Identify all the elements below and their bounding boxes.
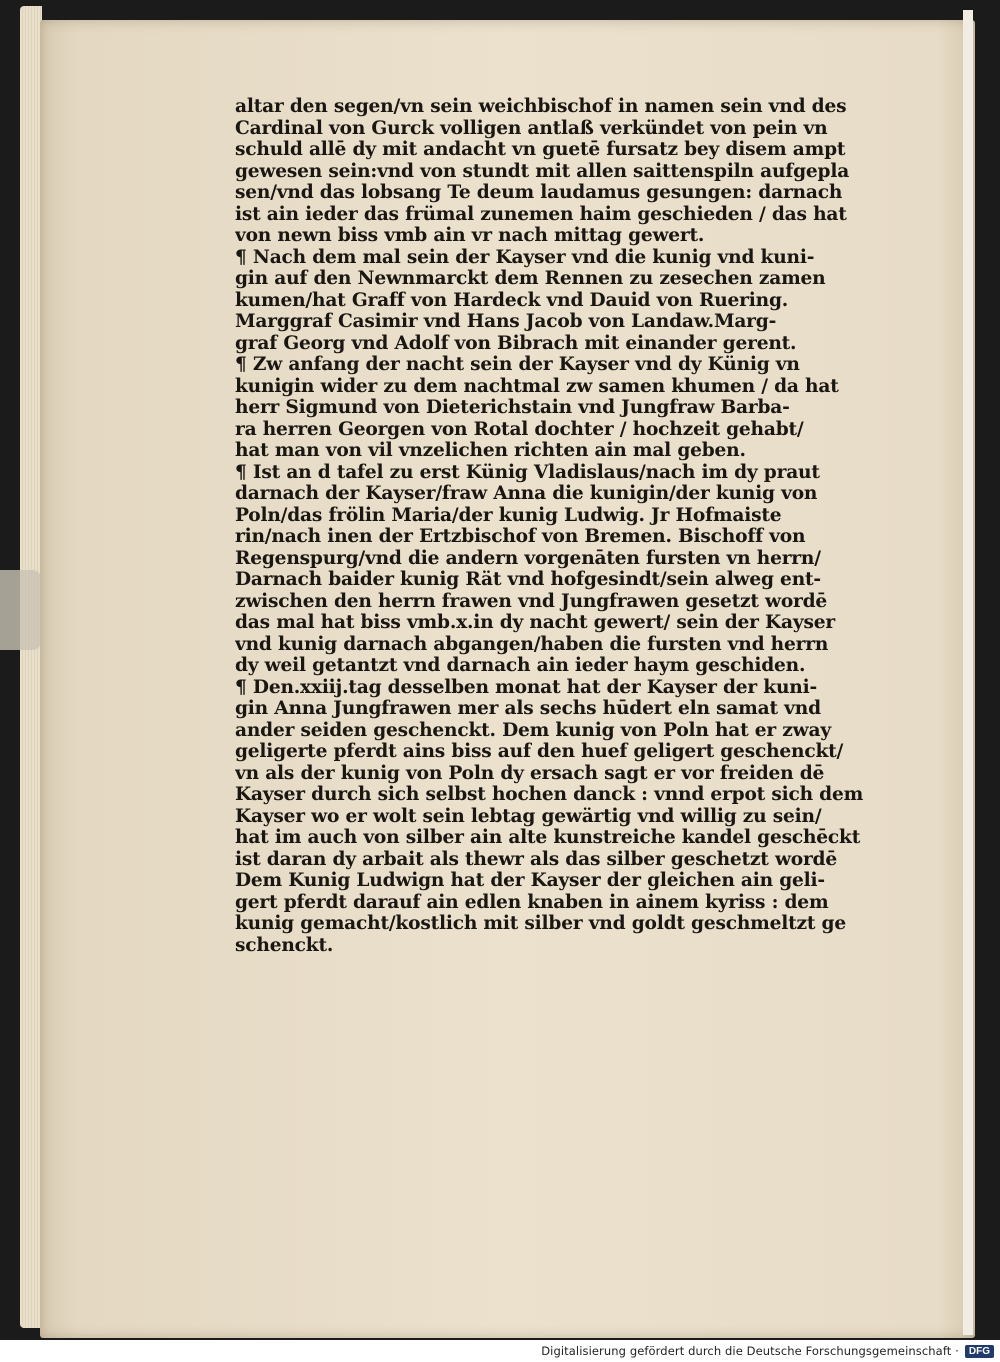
text-line: zwischen den herrn frawen vnd Jungfrawen gesetzt wordē [235,590,828,612]
text-line: gin auf den Newnmarckt dem Rennen zu zesechen zamen [235,268,826,289]
text-line: graf Georg vnd Adolf von Bibrach mit einander gerent. [235,332,797,354]
text-line: Cardinal von Gurck volligen antlaß verkündet von pein vn [235,117,828,139]
text-line: sen/vnd das lobsang Te deum laudamus gesungen: darnach [235,182,843,203]
text-line: von newn biss vmb ain vr nach mittag gewert. [235,225,705,246]
text-line: ¶ Ist an d tafel zu erst Künig Vladislaus/nach im dy praut [235,461,820,483]
text-line: darnach der Kayser/fraw Anna die kunigin/der kunig von [235,483,818,504]
text-line: ra herren Georgen von Rotal dochter / hochzeit gehabt/ [235,418,804,440]
text-line: Kayser durch sich selbst hochen danck : vnnd erpot sich dem [235,784,864,805]
text-line: das mal hat biss vmb.x.in dy nacht gewert/ sein der Kayser [235,612,835,633]
text-line: geligerte pferdt ains biss auf den huef geligert geschenckt/ [235,741,844,762]
text-line: rin/nach inen der Ertzbischof von Bremen. Bischoff von [235,526,806,547]
book-page [40,20,975,1338]
text-line: gewesen sein:vnd von stundt mit allen saittenspiln aufgepla [235,160,850,182]
text-line: ¶ Den.xxiij.tag desselben monat hat der Kayser der kuni- [235,676,817,698]
dfg-logo: DFG [965,1345,994,1358]
text-line: vnd kunig darnach abgangen/haben die fursten vnd herrn [235,633,829,655]
text-line: ist ain ieder das frümal zunemen haim geschieden / das hat [235,203,847,225]
text-line: dy weil getantzt vnd darnach ain ieder haym geschiden. [235,655,806,676]
text-line: schuld allē dy mit andacht vn guetē fursatz bey disem ampt [235,139,846,160]
text-line: Regenspurg/vnd die andern vorgenāten fursten vn herrn/ [235,547,821,569]
text-line: schenckt. [235,934,334,956]
footer-credit: Digitalisierung gefördert durch die Deutsche Forschungsgemeinschaft · [541,1344,959,1358]
text-line: Kayser wo er wolt sein lebtag gewärtig vnd willig zu sein/ [235,805,822,827]
text-line: kunig gemacht/kostlich mit silber vnd goldt geschmeltzt ge [235,913,846,934]
text-line: ¶ Nach dem mal sein der Kayser vnd die kunig vnd kuni- [235,246,815,268]
text-line: ist daran dy arbait als thewr als das silber geschetzt wordē [235,848,837,870]
text-line: Marggraf Casimir vnd Hans Jacob von Landaw.Marg- [235,311,777,332]
right-page-edge [963,10,973,1335]
text-line: Dem Kunig Ludwign hat der Kayser der gleichen ain geli- [235,870,825,891]
text-line: ¶ Zw anfang der nacht sein der Kayser vnd dy Künig vn [235,354,800,375]
page-edges [20,6,42,1328]
text-line: vn als der kunig von Poln dy ersach sagt er vor freiden dē [235,762,825,784]
text-line: herr Sigmund von Dieterichstain vnd Jungfraw Barba- [235,397,790,418]
text-line: kumen/hat Graff von Hardeck vnd Dauid von Ruering. [235,289,789,311]
text-line: ander seiden geschenckt. Dem kunig von Poln hat er zway [235,719,831,741]
text-line: Poln/das frölin Maria/der kunig Ludwig. Jr Hofmaiste [235,504,782,526]
text-line: hat im auch von silber ain alte kunstreiche kandel geschēckt [235,827,861,848]
text-line: altar den segen/vn sein weichbischof in namen sein vnd des [235,96,847,117]
book-clamp [0,570,42,650]
text-block [235,96,885,956]
text-line: gin Anna Jungfrawen mer als sechs hūdert eln samat vnd [235,698,821,719]
footer-bar [0,1340,1000,1362]
text-line: gert pferdt darauf ain edlen knaben in ainem kyriss : dem [235,891,829,913]
text-line: Darnach baider kunig Rät vnd hofgesindt/sein alweg ent- [235,569,821,590]
text-line: hat man von vil vnzelichen richten ain mal geben. [235,440,746,461]
text-line: kunigin wider zu dem nachtmal zw samen khumen / da hat [235,375,839,397]
